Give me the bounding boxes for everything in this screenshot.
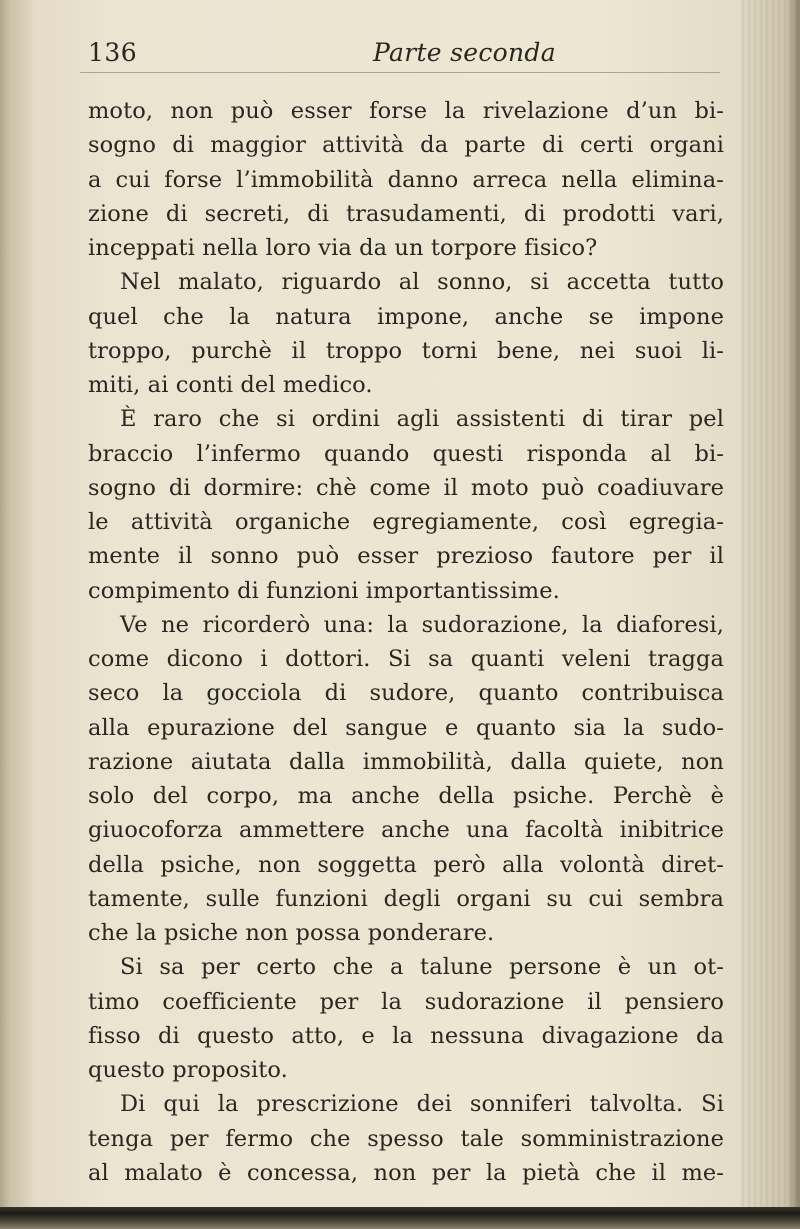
header-rule (80, 72, 720, 73)
text-line: Ve ne ricorderò una: la sudorazione, la diaforesi, (120, 611, 724, 638)
running-title: Parte seconda (373, 38, 556, 67)
text-line: le attività organiche egregiamente, così egregia- (88, 509, 724, 535)
text-line: moto, non può esser forse la rivelazione d’un bi- (88, 98, 724, 124)
text-line: braccio l’infermo quando questi risponda al bi- (88, 440, 724, 467)
text-line: che la psiche non possa ponderare. (88, 920, 495, 946)
text-line: fisso di questo atto, e la nessuna divagazione da (88, 1022, 724, 1049)
page-header (88, 38, 728, 74)
text-line: come dicono i dottori. Si sa quanti veleni tragga (88, 646, 724, 672)
body-text (88, 94, 724, 1190)
text-line: zione di secreti, di trasudamenti, di prodotti vari, (88, 200, 724, 227)
text-line: compimento di funzioni importantissime. (88, 577, 560, 604)
text-line: sogno di maggior attività da parte di certi organi (88, 132, 724, 159)
text-line: È raro che si ordini agli assistenti di tirar pel (120, 406, 724, 433)
text-line: tamente, sulle funzioni degli organi su cui sembra (88, 885, 724, 912)
text-line: seco la gocciola di sudore, quanto contribuisca (88, 680, 724, 707)
text-line: timo coefficiente per la sudorazione il pensiero (88, 988, 724, 1015)
text-line: tenga per fermo che spesso tale somministrazione (88, 1125, 724, 1152)
text-line: mente il sonno può esser prezioso fautore per il (88, 543, 724, 570)
text-line: Nel malato, riguardo al sonno, si accetta tutto (120, 269, 724, 296)
text-line: quel che la natura impone, anche se impone (88, 303, 724, 330)
page-number: 136 (88, 38, 138, 67)
text-line: Si sa per certo che a talune persone è un ot- (120, 954, 724, 981)
text-line: troppo, purchè il troppo torni bene, nei suoi li- (88, 337, 724, 364)
text-line: solo del corpo, ma anche della psiche. Perchè è (88, 783, 724, 809)
text-line: Di qui la prescrizione dei sonniferi talvolta. Si (120, 1091, 724, 1118)
text-line: sogno di dormire: chè come il moto può coadiuvare (88, 474, 724, 501)
text-line: al malato è concessa, non per la pietà che il me- (88, 1159, 724, 1186)
text-line: giuocoforza ammettere anche una facoltà inibitrice (88, 817, 724, 844)
text-line: miti, ai conti del medico. (88, 372, 373, 398)
book-cover-edge (0, 1207, 800, 1229)
text-line: a cui forse l’immobilità danno arreca nella elimina- (88, 166, 724, 193)
binding-shadow (0, 0, 32, 1229)
text-line: razione aiutata dalla immobilità, dalla quiete, non (88, 748, 724, 775)
page-edge-shadow (786, 0, 800, 1229)
text-line: alla epurazione del sangue e quanto sia la sudo- (88, 714, 724, 741)
text-line: della psiche, non soggetta però alla volontà diret- (88, 851, 724, 878)
text-line: inceppati nella loro via da un torpore fisico? (88, 235, 598, 261)
text-line: questo proposito. (88, 1057, 288, 1083)
